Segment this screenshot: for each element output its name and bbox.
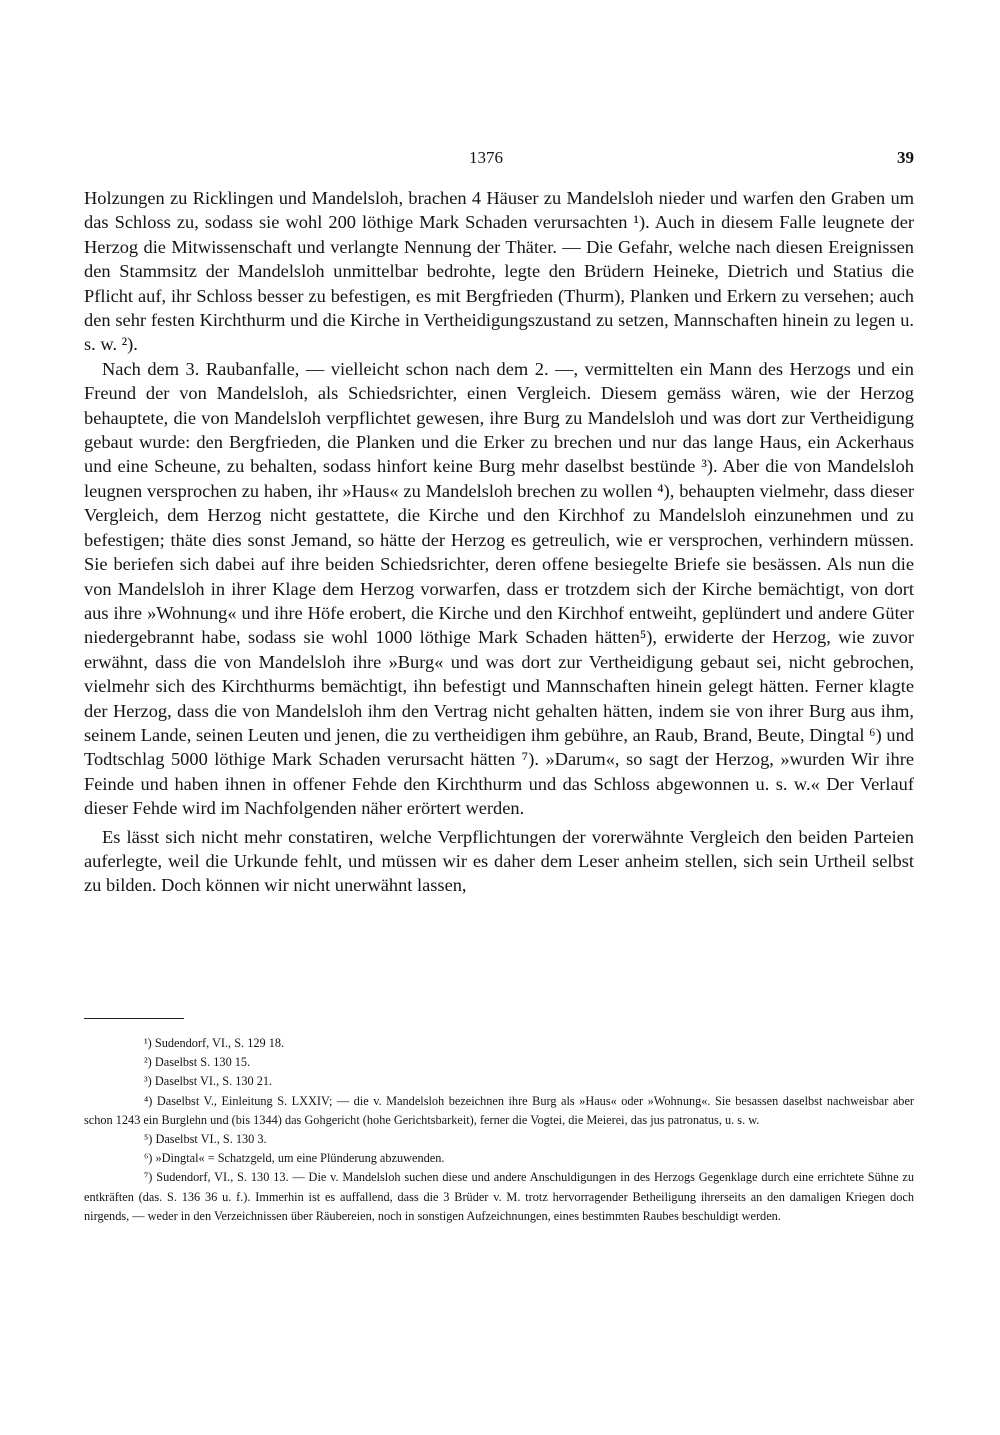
- paragraph-2: Nach dem 3. Raubanfalle, — vielleicht schon nach dem 2. —, vermittelten ein Mann des Herzogs und ein Freund der von Mandelsloh, als Schiedsrichter, einen Vergleich. Diesem gemäss wären, wie der Herzog behauptete, die von Mandelsloh verpflichtet gewesen, ihre Burg zu Mandelsloh und was dort zur Vertheidigung gebaut wurde: den Bergfrieden, die Planken und die Erker zu brechen und nur das lange Haus, ein Ackerhaus und eine Scheune, zu behalten, sodass hinfort keine Burg mehr daselbst bestünde ³). Aber die von Mandelsloh leugnen versprochen zu haben, ihr »Haus« zu Mandelsloh brechen zu wollen ⁴), behaupten vielmehr, dass dieser Vergleich, dem Herzog nicht gestattete, die Kirche und den Kirchhof zu Mandelsloh einzunehmen und zu befestigen; thäte dies sonst Jemand, so hätte der Herzog es getreulich, wie er versprochen, verhindern müssen. Sie beriefen sich dabei auf ihre beiden Schiedsrichter, deren offene besiegelte Briefe sie besässen. Als nun die von Mandelsloh in ihrer Klage dem Herzog vorwarfen, dass er trotzdem sich der Kirche bemächtigt, von dort aus ihre »Wohnung« und ihre Höfe erobert, die Kirche und den Kirchhof entweiht, geplündert und andere Güter niedergebrannt habe, sodass sie wohl 1000 löthige Mark Schaden hätten⁵), erwiderte der Herzog, wie zuvor erwähnt, dass die von Mandelsloh ihre »Burg« und was dort zur Vertheidigung gebaut sei, nicht gebrochen, vielmehr sich des Kirchthurms bemächtigt, ihn befestigt und Mannschaften hinein gelegt hätten. Ferner klagte der Herzog, dass die von Mandelsloh ihm den Vertrag nicht gehalten hätten, indem sie von ihrer Burg aus ihm, seinem Lande, seinen Leuten und jenen, die zu vertheidigen ihm gebühre, an Raub, Brand, Beute, Dingtal ⁶) und Todtschlag 5000 löthige Mark Schaden verursacht hätten ⁷). »Darum«, so sagt der Herzog, »wurden Wir ihre Feinde und haben ihnen in offener Fehde den Kirchthurm und das Schloss abgewonnen u. s. w.« Der Verlauf dieser Fehde wird im Nachfolgenden näher erörtert werden.: [84, 358, 914, 819]
- footnote-separator: [84, 1018, 184, 1019]
- page-header: [84, 148, 914, 172]
- footnotes: [84, 1034, 914, 1226]
- paragraph-3: Es lässt sich nicht mehr constatiren, welche Verpflichtungen der vorerwähnte Vergleich den beiden Parteien auferlegte, weil die Urkunde fehlt, und müssen wir es daher dem Leser anheim stellen, sich sein Urtheil selbst zu bilden. Doch können wir nicht unerwähnt lassen,: [84, 826, 914, 896]
- page-number: 39: [897, 148, 914, 167]
- header-year: 1376: [469, 148, 503, 167]
- footnote-7: ⁷) Sudendorf, VI., S. 130 13. — Die v. Mandelsloh suchen diese und andere Anschuldigungen in des Herzogs Gegenklage durch eine errichtete Sühne zu entkräften (das. S. 136 36 u. f.). Immerhin ist es auffallend, dass die 3 Brüder v. M. trotz hervorragender Betheiligung ihrerseits an den damaligen Kriegen doch nirgends, — weder in den Verzeichnissen über Räubereien, noch in sonstigen Aufzeichnungen, eines bestimmten Raubes beschuldigt werden.: [84, 1170, 914, 1223]
- footnote-1: ¹) Sudendorf, VI., S. 129 18.: [144, 1036, 285, 1050]
- footnote-2: ²) Daselbst S. 130 15.: [144, 1055, 251, 1070]
- footnote-5: ⁵) Daselbst VI., S. 130 3.: [144, 1132, 267, 1147]
- footnote-4: ⁴) Daselbst V., Einleitung S. LXXIV; — die v. Mandelsloh bezeichnen ihre Burg als »Haus« oder »Wohnung«. Sie besassen daselbst nachweisbar aber schon 1243 ein Burglehn und (bis 1344) das Gohgericht (hohe Gerichtsbarkeit), ferner die Vogtei, die Meierei, das jus patronatus, u. s. w.: [84, 1093, 914, 1127]
- body-text: [84, 186, 914, 898]
- footnote-3: ³) Daselbst VI., S. 130 21.: [144, 1074, 273, 1089]
- paragraph-1: Holzungen zu Ricklingen und Mandelsloh, brachen 4 Häuser zu Mandelsloh nieder und warfen den Graben um das Schloss zu, sodass sie wohl 200 löthige Mark Schaden verursachten ¹). Auch in diesem Falle leugnete der Herzog die Mitwissenschaft und verlangte Nennung der Thäter. — Die Gefahr, welche nach diesen Ereignissen den Stammsitz der Mandelsloh unmittelbar bedrohte, legte den Brüdern Heineke, Dietrich und Statius die Pflicht auf, ihr Schloss besser zu befestigen, es mit Bergfrieden (Thurm), Planken und Erkern zu versehen; auch den sehr festen Kirchthurm und die Kirche in Vertheidigungszustand zu setzen, Mannschaften hinein zu legen u. s. w. ²).: [84, 188, 914, 355]
- footnote-6: ⁶) »Dingtal« = Schatzgeld, um eine Plünderung abzuwenden.: [144, 1151, 445, 1166]
